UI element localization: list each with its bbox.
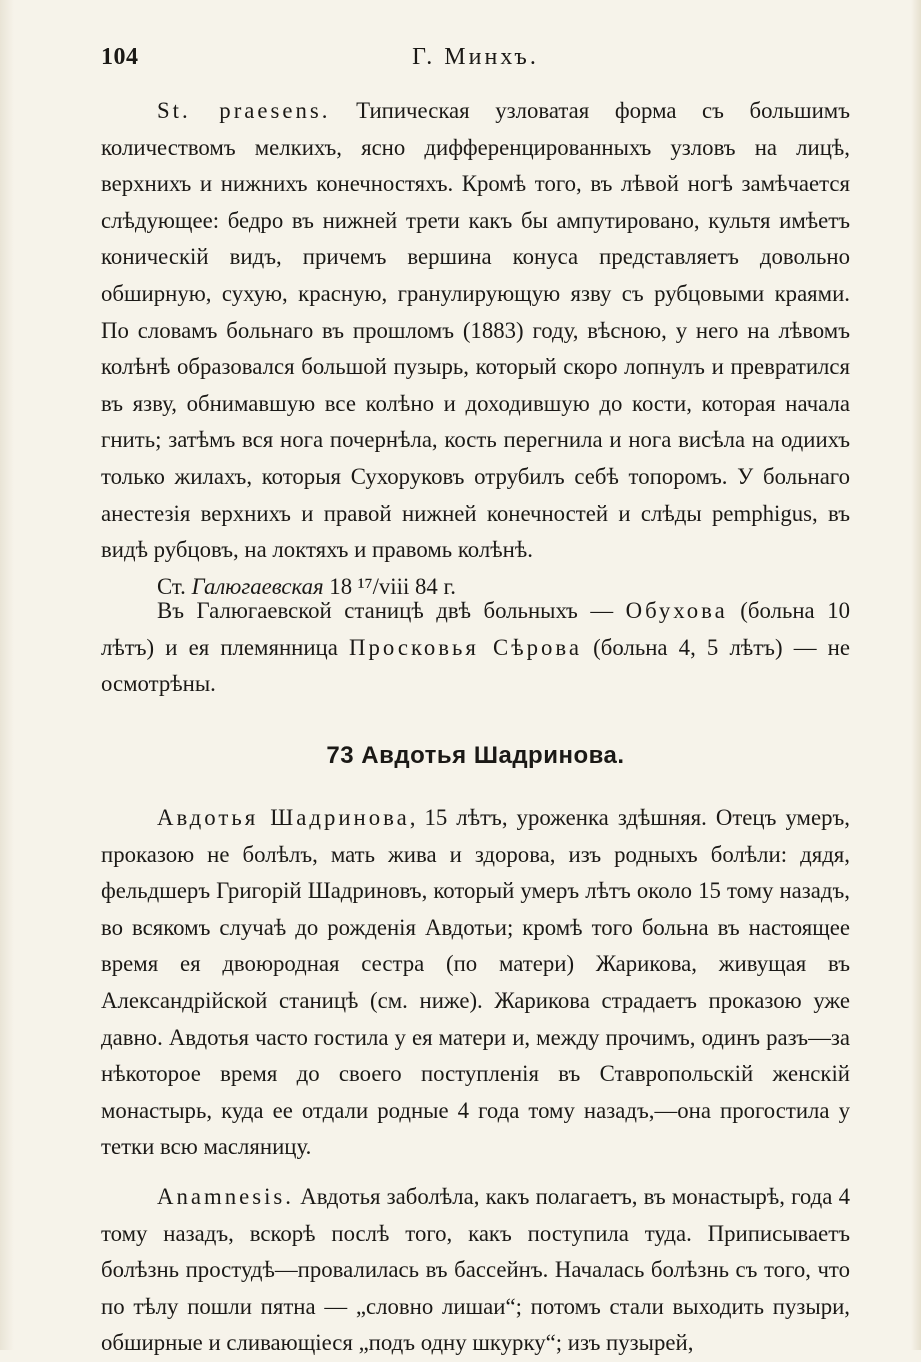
page-header [101, 44, 850, 78]
patient-name: Авдотья Шадринова [157, 805, 410, 830]
page-edge-shadow-left [0, 0, 14, 1350]
unexamined-patients-note [101, 593, 850, 703]
page-number: 104 [101, 44, 139, 70]
note-text: Въ Галюгаевской станицѣ двѣ больныхъ — [157, 598, 626, 623]
note-text: (больна 10 лѣтъ) и ея племянница [101, 598, 850, 660]
case-73-body [101, 800, 850, 1362]
paragraph-text: Авдотья заболѣла, какъ полагаетъ, въ монастырѣ, года 4 тому назадъ, вскорѣ послѣ того, какъ поступила туда. Приписываетъ болѣзнь простудѣ—провалилась въ бассейнъ. Началась болѣзнь съ того, что по тѣлу пошли пятна — „словно лишаи“; потомъ стали выходить пузыри, обширные и сливающіеся „подъ одну шкурку“; изъ пузырей, [101, 1183, 850, 1356]
note-paragraph [101, 593, 850, 703]
anamnesis-paragraph [101, 1179, 850, 1362]
patient-name: Обухова [625, 598, 728, 623]
paragraph-gap [101, 1166, 850, 1179]
patient-name: Просковья Сѣрова [349, 634, 583, 660]
paragraph-lead-term: St. praesens. [157, 98, 331, 123]
paragraph-text: Типическая узловатая форма съ большимъ количествомъ мелкихъ, ясно дифференцированныхъ узловъ на лицѣ, верхнихъ и нижнихъ конечностяхъ. Кромѣ того, въ лѣвой ногѣ замѣчается слѣдующее: бедро въ нижней трети какъ бы ампутировано, культя имѣетъ коническій видъ, причемъ вершина конуса представляетъ довольно обширную, сухую, красную, гранулирующую язву съ рубцовыми краями. По словамъ больнаго въ прошломъ (1883) году, вѣсною, у него на лѣвомъ колѣнѣ образовался большой пузырь, который скоро лопнулъ и превратился въ язву, обнимавшую все колѣно и доходившую до кости, которая начала гнить; затѣмъ вся нога почернѣла, кость перегнила и нога висѣла на одиихъ только жилахъ, которыя Сухоруковъ отрубилъ себѣ топоромъ. У больнаго анестезія верхнихъ и правой нижней конечностей и слѣды pemphigus, въ видѣ рубцовъ, на локтяхъ и правомь колѣнѣ. [101, 98, 850, 563]
status-praesens-paragraph [101, 93, 850, 569]
paragraph-text: , 15 лѣтъ, уроженка здѣшняя. Отецъ умеръ, проказою не болѣлъ, мать жива и здорова, изъ родныхъ болѣли: дядя, фельдшеръ Григорій Шадриновъ, который умеръ лѣтъ около 15 тому назадъ, во всякомъ случаѣ до рожденія Авдотьи; кромѣ того больна въ настоящее время ея двоюродная сестра (по матери) Жарикова, живущая въ Александрійской станицѣ (см. ниже). Жарикова страдаетъ проказою уже давно. Авдотья часто гостила у ея матери и, между прочимъ, одинъ разъ—за нѣкоторое время до своего поступленія въ Ставропольскій женскій монастырь, куда ее отдали родные 4 года тому назадъ,—она прогостила у тетки всю масляницу. [101, 805, 850, 1160]
case-73-heading: 73 Авдотья Шадринова. [326, 742, 625, 769]
history-paragraph [101, 800, 850, 1166]
location-prefix: Ст. [157, 573, 192, 599]
paragraph-lead-term: Anamnesis. [157, 1183, 295, 1209]
case-72-continuation [101, 93, 850, 605]
note-text: (больна 4, 5 лѣтъ) — не осмотрѣны. [101, 634, 850, 697]
stanitsa-name: Галюгаевская [191, 573, 324, 599]
running-head: Г. Минхъ. [412, 44, 539, 70]
visit-date: 18 ¹⁷/viii 84 г. [323, 573, 456, 599]
page-edge-shadow-right [911, 0, 921, 1350]
